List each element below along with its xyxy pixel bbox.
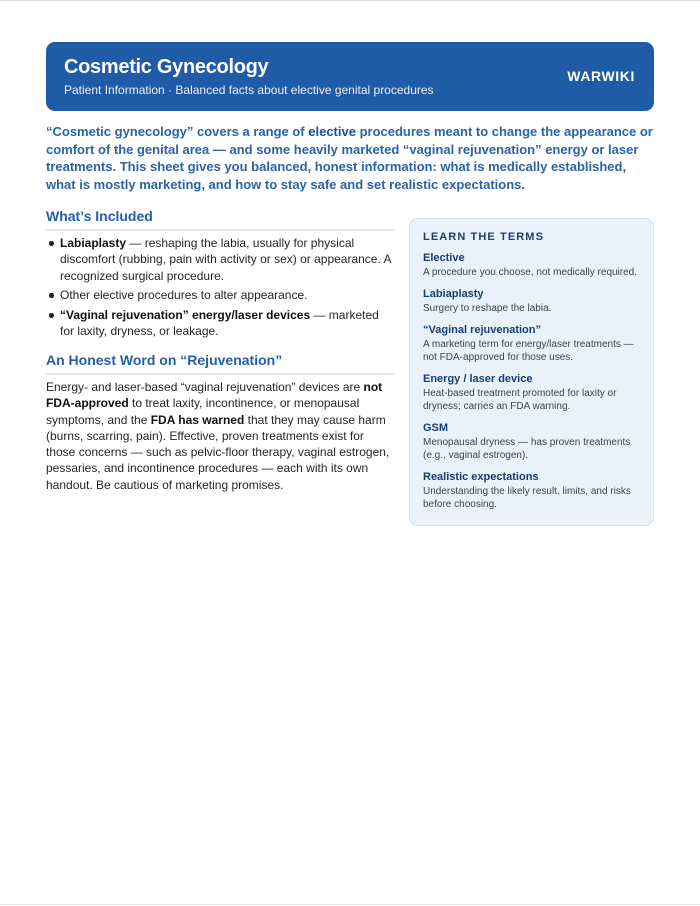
page-subtitle: Patient Information · Balanced facts about elective genital procedures xyxy=(64,83,434,97)
term-name: Elective xyxy=(423,252,465,264)
term-name: Realistic expectations xyxy=(423,470,539,483)
term-entry xyxy=(423,287,640,315)
brand-logo: WARWIKI xyxy=(567,68,635,84)
bottom-divider xyxy=(0,904,700,905)
intro-paragraph xyxy=(46,123,658,193)
term-definition: Surgery to reshape the labia. xyxy=(423,302,552,314)
term-definition: Understanding the likely result, limits, and risks before choosing. xyxy=(423,485,631,511)
paragraph-text: Energy- and laser-based “vaginal rejuvenation” devices are xyxy=(46,380,364,394)
rejuvenation-paragraph xyxy=(46,379,394,493)
list-item xyxy=(46,235,394,284)
term-name: “Vaginal rejuvenation” xyxy=(423,323,541,336)
section-heading-whats-included: What’s Included xyxy=(46,208,394,231)
term-definition: A marketing term for energy/laser treatments — not FDA-approved for those uses. xyxy=(423,338,634,363)
list-item-text: — marketed for laxity, dryness, or leakage. xyxy=(60,308,379,339)
term-entry xyxy=(423,372,640,414)
included-list xyxy=(46,235,394,343)
paragraph-emphasis: FDA has warned xyxy=(150,412,245,427)
term-entry xyxy=(423,421,640,463)
term-entry xyxy=(423,470,640,512)
list-item xyxy=(46,287,394,303)
terms-heading: LEARN THE TERMS xyxy=(423,231,544,243)
list-item-term: “Vaginal rejuvenation” energy/laser devices xyxy=(60,308,311,323)
term-entry xyxy=(423,251,640,279)
intro-text-2: procedures meant to change the appearance or comfort of the genital area — and some heavily marketed “vaginal rejuvenation” energy or laser treatments. This sheet gives you balanced, honest information: what is medically established, what is mostly marketing, and how to stay safe and set realistic expectations. xyxy=(46,124,653,192)
term-definition: Menopausal dryness — has proven treatments (e.g., vaginal estrogen). xyxy=(423,436,631,462)
intro-text-1: “Cosmetic gynecology” covers a range of xyxy=(46,124,309,139)
term-definition: Heat-based treatment promoted for laxity or dryness; carries an FDA warning. xyxy=(423,387,617,412)
term-name: Energy / laser device xyxy=(423,372,533,385)
term-name: Labiaplasty xyxy=(423,287,484,300)
list-item xyxy=(46,307,394,340)
list-item-text: — reshaping the labia, usually for physical discomfort (rubbing, pain with activity or sex) or appearance. A recognized surgical procedure. xyxy=(60,236,391,283)
term-definition: A procedure you choose, not medically required. xyxy=(423,267,638,278)
term-entry xyxy=(423,323,640,365)
paragraph-emphasis: not FDA-approved xyxy=(46,380,383,411)
term-name: GSM xyxy=(423,421,449,434)
page-header xyxy=(46,42,654,111)
paragraph-text: to treat laxity, incontinence, or menopausal symptoms, and the xyxy=(46,396,360,427)
top-divider xyxy=(0,0,700,1)
page-title: Cosmetic Gynecology xyxy=(64,56,269,78)
paragraph-text: that they may cause harm (burns, scarring, pain). Effective, proven treatments exist for those concerns — such as pelvic-floor therapy, vaginal estrogen, pessaries, and incontinence procedures — each with its own handout. Be cautious of marketing promises. xyxy=(46,412,390,492)
list-item-term: Labiaplasty xyxy=(60,236,127,250)
learn-the-terms-box xyxy=(409,218,654,526)
list-item-text: Other elective procedures to alter appearance. xyxy=(60,288,308,303)
intro-emphasis: elective xyxy=(308,124,356,139)
section-heading-rejuvenation: An Honest Word on “Rejuvenation” xyxy=(46,352,394,375)
